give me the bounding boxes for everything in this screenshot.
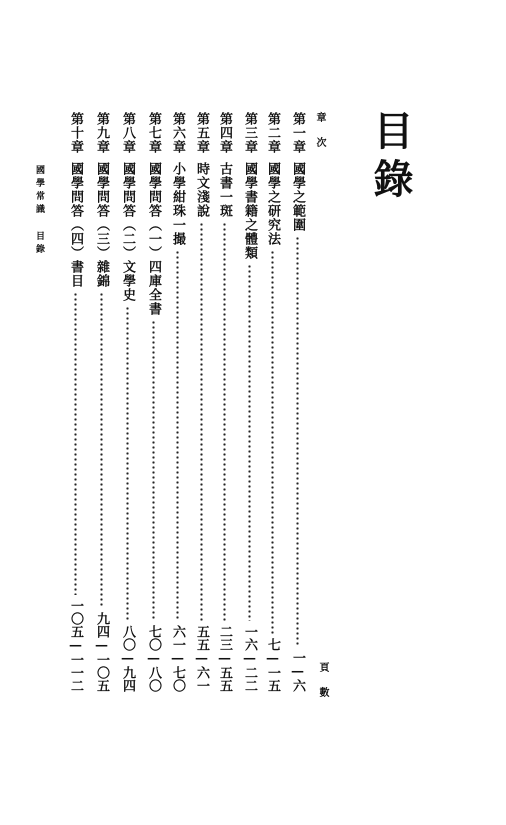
chapter-title: 國學之研究法 — [265, 162, 280, 246]
chapter-title: 國學之範圍 — [290, 162, 305, 232]
chapter-title: 國學問答（三）雜錦 — [94, 162, 109, 288]
chapter-title: 時文淺說 — [194, 162, 209, 218]
chapter-number: 第六章 — [170, 112, 185, 154]
chapter-number: 第三章 — [242, 112, 257, 154]
chapter-pages: 七—一五 — [265, 638, 280, 692]
chapter-number: 第四章 — [217, 112, 232, 154]
chapter-title: 國學書籍之體類 — [242, 162, 257, 260]
toc-entry[interactable] — [215, 112, 235, 692]
chapter-pages: 一—六 — [290, 651, 305, 692]
chapter-pages: 九四—一〇五 — [94, 612, 109, 692]
toc-entry[interactable] — [240, 112, 260, 692]
leader-dots — [223, 222, 226, 621]
leader-dots — [74, 292, 77, 595]
chapter-number: 第十章 — [68, 112, 83, 154]
chapter-pages: 八〇—九四 — [120, 625, 135, 692]
chapter-title: 古書一斑 — [217, 162, 232, 218]
toc-entry[interactable] — [144, 112, 164, 692]
toc-entry[interactable] — [263, 112, 283, 692]
page-title: 目錄 — [367, 110, 414, 206]
chapter-pages: 一六—二二 — [242, 625, 257, 692]
leader-dots — [271, 250, 274, 634]
leader-dots — [100, 292, 103, 608]
chapter-title: 國學問答（一）四庫全書 — [146, 162, 161, 316]
chapter-number: 第七章 — [146, 112, 161, 154]
chapter-title: 國學問答（四）書目 — [68, 162, 83, 288]
page-column-header: 頁 數 — [317, 662, 328, 699]
leader-dots — [152, 320, 155, 621]
chapter-pages: 一〇五—一一二 — [68, 599, 83, 692]
toc-entry[interactable] — [288, 112, 308, 692]
leader-dots — [126, 306, 129, 621]
leader-dots — [296, 236, 299, 647]
chapter-pages: 五五—六一 — [194, 625, 209, 692]
toc-entry[interactable] — [66, 112, 86, 692]
chapter-pages: 七〇—八〇 — [146, 625, 161, 692]
chapter-number: 第九章 — [94, 112, 109, 154]
chapter-title: 國學問答（二）文學史 — [120, 162, 135, 302]
leader-dots — [176, 250, 179, 621]
chapter-column-header: 章 次 — [314, 112, 325, 149]
toc-entry[interactable] — [118, 112, 138, 692]
toc-entry[interactable] — [192, 112, 212, 692]
running-head: 國學常識 目錄 — [34, 165, 44, 257]
chapter-pages: 二三—五五 — [217, 625, 232, 692]
chapter-title: 小學紺珠一撮 — [170, 162, 185, 246]
chapter-number: 第八章 — [120, 112, 135, 154]
toc-entry[interactable] — [92, 112, 112, 692]
toc-entry[interactable] — [168, 112, 188, 692]
chapter-number: 第二章 — [265, 112, 280, 154]
chapter-number: 第五章 — [194, 112, 209, 154]
chapter-pages: 六一—七〇 — [170, 625, 185, 692]
leader-dots — [248, 264, 251, 621]
leader-dots — [200, 222, 203, 621]
chapter-number: 第一章 — [290, 112, 305, 154]
